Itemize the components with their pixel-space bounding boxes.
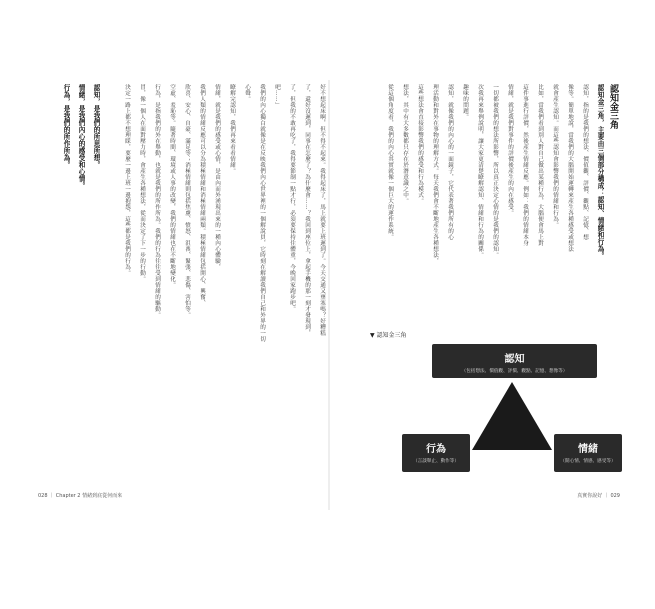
emotion-subtitle: （開心情、情感、感受等） bbox=[560, 459, 616, 464]
right-text-column: 一切都被我們的想法所影響，所以真正決定心情的是我們的認知。 bbox=[492, 84, 498, 258]
left-text-column: 心聲。 bbox=[244, 84, 250, 102]
left-text-column: 了，但我的不敢再吃了，我得要節制一點才行，必須要保持住體重，今晚回家跑步吧。 bbox=[289, 84, 295, 312]
right-text-column: 認知，指的是我們的想法、價值觀、評價、觀點、記憶、想 bbox=[582, 84, 588, 240]
summary-line-behavior: 行為，是我們的所作所為。 bbox=[62, 84, 70, 168]
left-text-column: 瞭解完認知，我們再來看看情緒。 bbox=[229, 84, 235, 174]
left-text-column: 空虛、羞恥等。隨著時間、環境或人事的改變，我們的情緒也在不斷地變化。 bbox=[169, 84, 175, 288]
cognition-box bbox=[432, 344, 597, 378]
right-text-column: 這件事進行評價，然後產生情緒反應。例如：我們的情緒本身 bbox=[522, 84, 528, 246]
left-text-column: 情緒，就是我們的感受或心情，是由內而外湧現出來的一種內心體驗， bbox=[214, 84, 220, 270]
cognition-title: 認知 bbox=[504, 354, 525, 365]
emotion-title: 情緒 bbox=[578, 444, 598, 455]
right-text-column: 就會產生認知。而這些認知會影響我們的情緒和行為。 bbox=[552, 84, 558, 228]
left-text-column: 好不想起床啊，但不得不起來。我得起床了，馬上就要上班遲到了。今天交通又壅塞嗎？好糟糕 bbox=[319, 84, 325, 336]
right-text-column: 比如，當我們看到別人對自己做出某種行為，大腦便會馬上對 bbox=[537, 84, 543, 246]
cognitive-triangle-diagram bbox=[402, 342, 622, 482]
left-page-footer: 028 ｜ Chapter 2 情緒到底從何而來 bbox=[38, 493, 123, 499]
right-text-column: 次我再來舉例說明，讓大家更清楚瞭解認知、情緒和行為的關係。 bbox=[477, 84, 483, 258]
book-gutter bbox=[328, 80, 330, 510]
left-text-column: 冒，像一個人在面對壓力時，會產生各種想法，從而決定了下一步的行動。 bbox=[139, 84, 145, 282]
left-text-column: 欣喜、安心、自豪、滿足等；消極情緒則包括焦慮、憤怒、沮喪、緊張、悲傷、害怕等。 bbox=[184, 84, 190, 318]
right-text-column: 趣味的問題。 bbox=[462, 84, 468, 120]
right-body-text bbox=[334, 84, 604, 324]
left-text-column: 行為，是指我們的外在舉動，也就是我們的所作所為。我們的行為往往受到情緒的驅動。 bbox=[154, 84, 160, 318]
summary-line-emotion: 情緒，是我們內心的感受和心情。 bbox=[77, 84, 85, 189]
right-page-footer: 真實你說好 ｜ 029 bbox=[577, 493, 620, 499]
lead-paragraph: 認知金三角，主要由三個部分構成：認知、情緒和行為。 bbox=[596, 84, 604, 259]
right-text-column: 認知，就像我們的內心的一面鏡子，它代表著我們所有的心 bbox=[447, 84, 453, 240]
left-text-column: 決定一路上都不想理睬，要麼一邊上班一邊抱怨，這些都是我們的行為。 bbox=[124, 84, 130, 276]
left-text-column: 我們的內心獨白就像是在反映我們內心世界裡的一個解說員，它時刻在解讀我們自己和外界的一切 bbox=[259, 84, 265, 342]
triangle-shape bbox=[472, 382, 552, 450]
right-text-column: 像等。簡單地說，當我們的大腦開始運轉來產生各種感受或想法 bbox=[567, 84, 573, 252]
left-text-column: 我們人類的情緒反應可以分為積極情緒和消極情緒兩類。積極情緒包括開心、興奮、 bbox=[199, 84, 205, 306]
behavior-title: 行為 bbox=[426, 444, 446, 455]
summary-line-cognition: 認知，是我們的所思所想。 bbox=[92, 84, 100, 168]
right-text-column: 這些想法會直接影響我們的感受和行為模式。 bbox=[417, 84, 423, 204]
right-text-column: 情緒，就是我們對事件的評價後產生的內在感受。 bbox=[507, 84, 513, 216]
right-text-column: 想法，其中有大多數都只存在於潛意識之中。 bbox=[402, 84, 408, 204]
behavior-box bbox=[402, 434, 470, 472]
left-page bbox=[38, 84, 326, 504]
diagram-caption: ▼ 認知金三角 bbox=[370, 332, 407, 339]
left-text-column: 了，還好沒遲到，同事在怎麼了？為什麼會……？我回到座位上，拿起手機的那一刻才發現到， bbox=[304, 84, 310, 336]
cognition-subtitle: （包括想法、價值觀、評價、觀點、記憶、想像等） bbox=[461, 369, 568, 374]
emotion-box bbox=[554, 434, 622, 472]
section-heading: 認知金三角 bbox=[608, 84, 618, 129]
left-text-column: 吧……」 bbox=[274, 84, 280, 108]
right-text-column: 理活動和對外在事物的理解方式。每天我們會不斷地產生各種想法， bbox=[432, 84, 438, 264]
left-body-text bbox=[38, 84, 326, 504]
behavior-subtitle: （言談舉止、動作等） bbox=[413, 459, 459, 464]
right-text-column: 從這個角度看，我們的內心其實就像一個巨大的運作系統。 bbox=[387, 84, 393, 240]
